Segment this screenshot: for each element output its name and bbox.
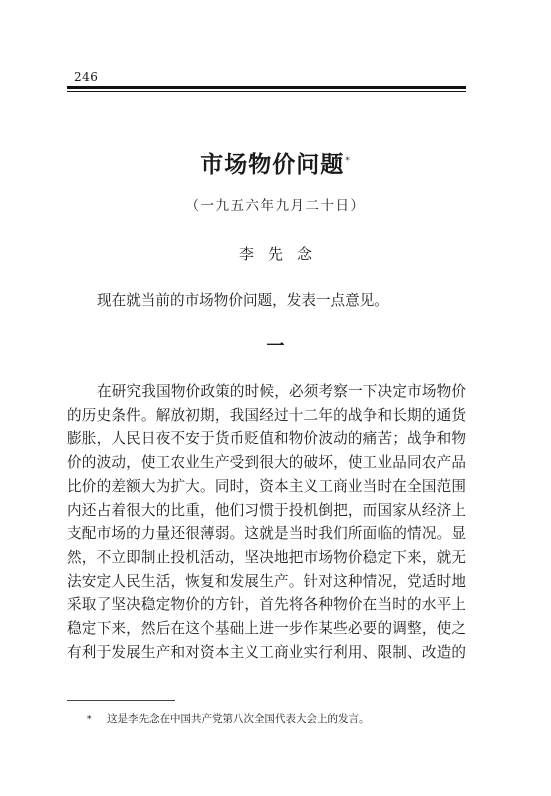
body-line: 支配市场的力量还很薄弱。这就是当时我们所面临的情况。显 [67,525,466,543]
body-line: 法安定人民生活，恢复和发展生产。针对这种情况，党适时地 [67,572,466,590]
title-footnote-marker: * [345,156,351,166]
body-line: 的历史条件。解放初期，我国经过十二年的战争和长期的通货 [67,406,466,424]
page-number: 246 [74,70,99,84]
header-rule-thick [67,86,466,89]
article-date: （一九五六年九月二十日） [185,198,366,214]
body-line: 膨胀，人民日夜不安于货币贬值和物价波动的痛苦；战争和物 [67,430,466,448]
body-line: 然，不立即制止投机活动，坚决地把市场物价稳定下来，就无 [67,548,466,566]
article-author: 李先念 [238,245,326,263]
body-line: 价的波动，使工农业生产受到很大的破坏，使工业品同农产品 [67,454,466,472]
body-line: 在研究我国物价政策的时候，必须考察一下决定市场物价 [97,383,466,400]
body-paragraph [67,380,466,664]
title-text: 市场物价问题 [200,152,345,178]
body-line: 采取了坚决稳定物价的方针，首先将各种物价在当时的水平上 [67,596,466,614]
footnote-marker: * [87,715,92,725]
footnote-rule [67,700,175,701]
body-line: 内还占着很大的比重，他们习惯于投机倒把，而国家从经济上 [67,501,466,519]
footnote [87,712,370,727]
intro-paragraph: 现在就当前的市场物价问题，发表一点意见。 [97,292,389,309]
body-line: 比价的差额大为扩大。同时，资本主义工商业当时在全国范围 [67,477,466,495]
section-number: 一 [266,336,285,357]
footnote-text: 这是李先念在中国共产党第八次全国代表大会上的发言。 [107,713,370,725]
body-line: 有利于发展生产和对资本主义工商业实行利用、限制、改造的 [67,643,466,661]
article-title [0,150,551,180]
header-rule-thin [67,91,466,92]
body-line: 稳定下来，然后在这个基础上进一步作某些必要的调整，使之 [67,620,466,638]
